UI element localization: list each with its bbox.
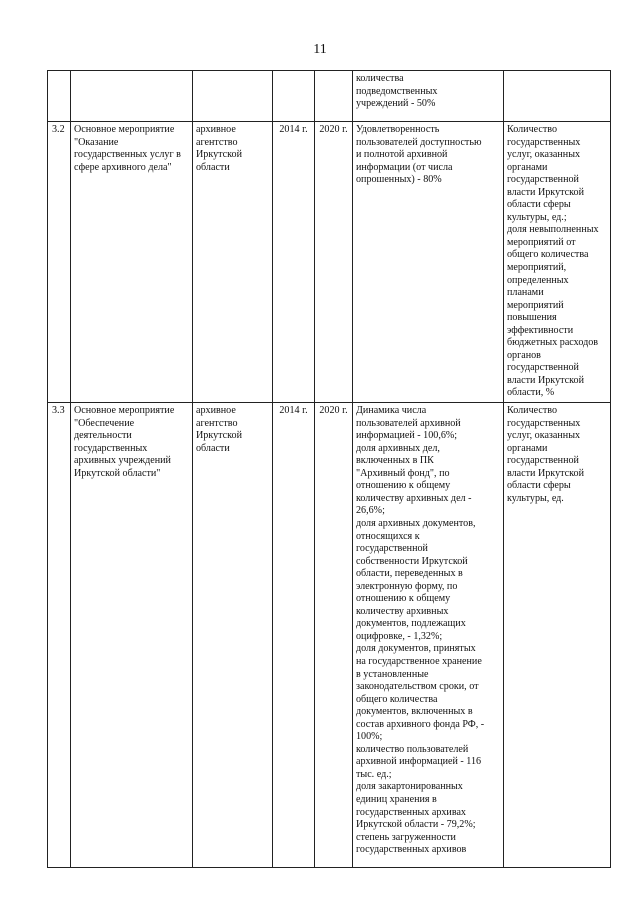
program-indicators-cell: Количество государственных услуг, оказанных органами государственной власти Иркутской области сферы культуры, ед.; доля невыполненных мероприятий от общего количества мероприятий, определенных планами мероприятий повышения эффективности бюджетных расходов органов государственной власти Иркутской области, % xyxy=(504,122,611,403)
executor-cell xyxy=(193,71,273,122)
program-indicators-cell xyxy=(504,71,611,122)
executor-cell: архивное агентство Иркутской области xyxy=(193,403,273,868)
row-number-cell: 3.3 xyxy=(48,403,71,868)
measures-table xyxy=(47,70,611,868)
measure-name-cell: Основное мероприятие "Оказание государственных услуг в сфере архивного дела" xyxy=(71,122,193,403)
measure-name-cell: Основное мероприятие "Обеспечение деятельности государственных архивных учреждений Иркутской области" xyxy=(71,403,193,868)
row-number-cell xyxy=(48,71,71,122)
end-year-cell xyxy=(315,71,353,122)
table-row xyxy=(48,71,611,122)
row-number-cell: 3.2 xyxy=(48,122,71,403)
start-year-cell xyxy=(273,71,315,122)
page-number: 11 xyxy=(313,42,327,57)
end-year-cell: 2020 г. xyxy=(315,122,353,403)
measure-name-cell xyxy=(71,71,193,122)
end-year-cell: 2020 г. xyxy=(315,403,353,868)
start-year-cell: 2014 г. xyxy=(273,122,315,403)
result-indicators-cell: Удовлетворенность пользователей доступностью и полнотой архивной информации (от числа опрошенных) - 80% xyxy=(353,122,504,403)
table-row xyxy=(48,403,611,868)
result-indicators-cell: количества подведомственных учреждений - 50% xyxy=(353,71,504,122)
result-indicators-cell: Динамика числа пользователей архивной информацией - 100,6%; доля архивных дел, включенных в ПК "Архивный фонд", по отношению к общему количеству архивных дел - 26,6%; доля архивных документов, относящихся к государственной собственности Иркутской области, переведенных в электронную форму, по отношению к общему количеству архивных документов, подлежащих оцифровке, - 1,32%; доля документов, принятых на государственное хранение в установленные законодательством сроки, от общего количества документов, включенных в состав архивного фонда РФ, - 100%; количество пользователей архивной информацией - 116 тыс. ед.; доля закартонированных единиц хранения в государственных архивах Иркутской области - 79,2%; степень загруженности государственных архивов xyxy=(353,403,504,868)
executor-cell: архивное агентство Иркутской области xyxy=(193,122,273,403)
table-row xyxy=(48,122,611,403)
program-indicators-cell: Количество государственных услуг, оказанных органами государственной власти Иркутской области сферы культуры, ед. xyxy=(504,403,611,868)
start-year-cell: 2014 г. xyxy=(273,403,315,868)
